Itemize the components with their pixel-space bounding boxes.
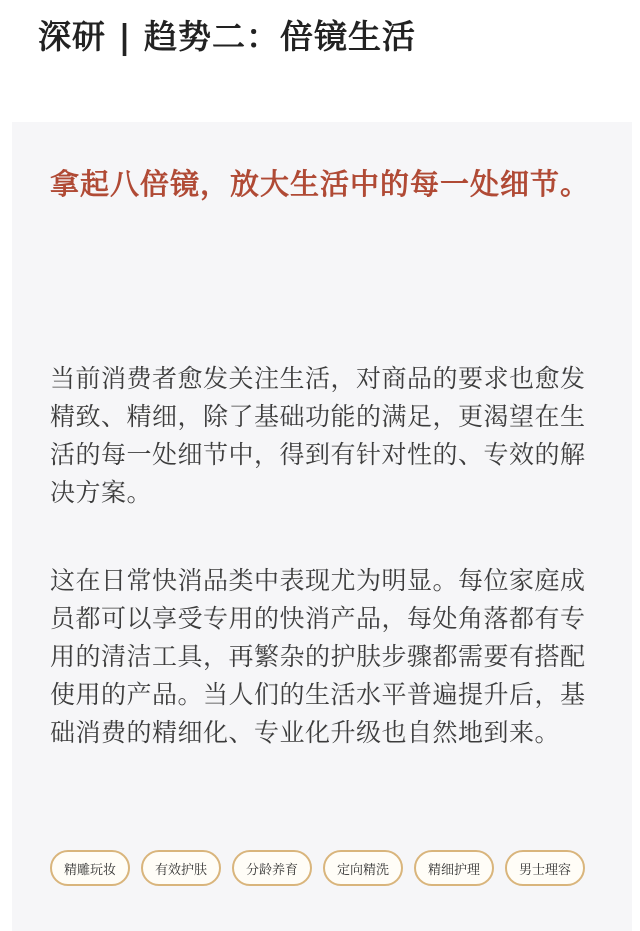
tag-pill[interactable]: 有效护肤: [141, 850, 221, 886]
article-headline: 拿起八倍镜，放大生活中的每一处细节。: [50, 167, 591, 201]
tag-pill[interactable]: 分龄养育: [232, 850, 312, 886]
article-paragraph-2: 这在日常快消品类中表现尤为明显。每位家庭成员都可以享受专用的快消产品，每处角落都有专用的清洁工具，再繁杂的护肤步骤都需要有搭配使用的产品。当人们的生活水平普遍提升后，基础消费的精细化、专业化升级也自然地到来。: [50, 566, 586, 747]
tag-list: [50, 850, 610, 886]
tag-pill[interactable]: 精雕玩妆: [50, 850, 130, 886]
article-paragraph-1: 当前消费者愈发关注生活，对商品的要求也愈发精致、精细，除了基础功能的满足，更渴望在生活的每一处细节中，得到有针对性的、专效的解决方案。: [50, 364, 586, 507]
tag-pill[interactable]: 定向精洗: [323, 850, 403, 886]
tag-pill[interactable]: 男士理容: [505, 850, 585, 886]
article-card: [12, 122, 632, 931]
page-title: 深研 | 趋势二：倍镜生活: [38, 17, 417, 56]
tag-pill[interactable]: 精细护理: [414, 850, 494, 886]
